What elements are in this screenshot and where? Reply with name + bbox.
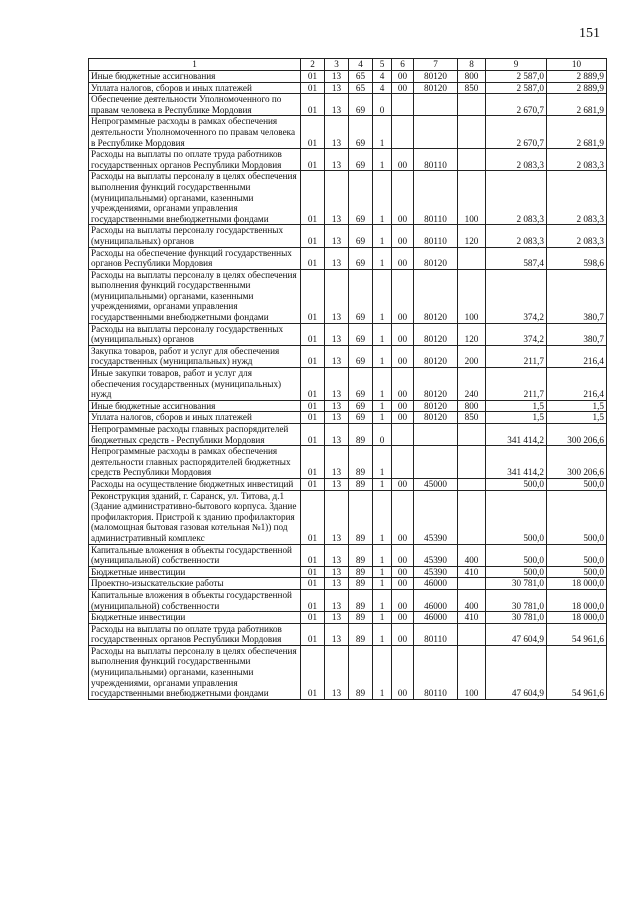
- row-name-cell: Иные бюджетные ассигнования: [89, 71, 301, 83]
- amount-year1-cell: 1,5: [486, 400, 547, 412]
- expense-type-cell: 850: [458, 412, 486, 424]
- direction-cell: 80110: [414, 623, 458, 645]
- subprogram-cell: 1: [373, 412, 392, 424]
- table-row: [89, 345, 607, 367]
- direction-cell: 80120: [414, 368, 458, 401]
- subprogram-cell: 1: [373, 578, 392, 590]
- section-cell: 01: [301, 589, 325, 611]
- amount-year1-cell: 2 670,7: [486, 116, 547, 149]
- subsection-cell: 13: [325, 623, 349, 645]
- program-cell: 89: [349, 645, 373, 699]
- amount-year1-cell: 30 781,0: [486, 578, 547, 590]
- subsection-cell: 13: [325, 478, 349, 490]
- event-cell: 00: [392, 71, 414, 83]
- table-row: [89, 490, 607, 544]
- amount-year2-cell: 300 206,6: [547, 424, 607, 446]
- expense-type-cell: 120: [458, 225, 486, 247]
- subprogram-cell: 1: [373, 400, 392, 412]
- column-header: 9: [486, 59, 547, 71]
- direction-cell: [414, 116, 458, 149]
- amount-year2-cell: 500,0: [547, 566, 607, 578]
- row-name-cell: Реконструкция зданий, г. Саранск, ул. Титова, д.1 (Здание административно-бытового корпуса. Здание профилактория. Пристрой к зданию профилактория (маломощная бытовая газовая котельная №1)) под административный комплекс: [89, 490, 301, 544]
- event-cell: 00: [392, 400, 414, 412]
- subsection-cell: 13: [325, 225, 349, 247]
- column-header: 1: [89, 59, 301, 71]
- expense-type-cell: 240: [458, 368, 486, 401]
- subprogram-cell: 1: [373, 544, 392, 566]
- subsection-cell: 13: [325, 446, 349, 479]
- expense-type-cell: [458, 94, 486, 116]
- section-cell: 01: [301, 645, 325, 699]
- table-row: [89, 71, 607, 83]
- subprogram-cell: 1: [373, 645, 392, 699]
- amount-year2-cell: 2 889,9: [547, 82, 607, 94]
- amount-year2-cell: 2 889,9: [547, 71, 607, 83]
- amount-year1-cell: 47 604,9: [486, 645, 547, 699]
- amount-year1-cell: 341 414,2: [486, 446, 547, 479]
- row-name-cell: Непрограммные расходы главных распорядителей бюджетных средств - Республики Мордовия: [89, 424, 301, 446]
- amount-year1-cell: 30 781,0: [486, 612, 547, 624]
- event-cell: 00: [392, 225, 414, 247]
- event-cell: 00: [392, 412, 414, 424]
- table-row: [89, 623, 607, 645]
- table-row: [89, 149, 607, 171]
- event-cell: 00: [392, 345, 414, 367]
- event-cell: 00: [392, 589, 414, 611]
- direction-cell: 80110: [414, 149, 458, 171]
- amount-year1-cell: 374,2: [486, 269, 547, 323]
- table-row: [89, 478, 607, 490]
- subsection-cell: 13: [325, 490, 349, 544]
- amount-year2-cell: 18 000,0: [547, 589, 607, 611]
- event-cell: 00: [392, 623, 414, 645]
- subsection-cell: 13: [325, 412, 349, 424]
- amount-year1-cell: 1,5: [486, 412, 547, 424]
- subsection-cell: 13: [325, 171, 349, 225]
- section-cell: 01: [301, 116, 325, 149]
- direction-cell: 45000: [414, 478, 458, 490]
- row-name-cell: Проектно-изыскательские работы: [89, 578, 301, 590]
- amount-year2-cell: 216,4: [547, 368, 607, 401]
- program-cell: 69: [349, 149, 373, 171]
- program-cell: 89: [349, 478, 373, 490]
- section-cell: 01: [301, 247, 325, 269]
- expense-type-cell: [458, 478, 486, 490]
- amount-year2-cell: 216,4: [547, 345, 607, 367]
- expense-type-cell: 410: [458, 566, 486, 578]
- section-cell: 01: [301, 368, 325, 401]
- amount-year2-cell: 2 681,9: [547, 94, 607, 116]
- amount-year2-cell: 1,5: [547, 412, 607, 424]
- direction-cell: 80120: [414, 247, 458, 269]
- row-name-cell: Иные закупки товаров, работ и услуг для обеспечения государственных (муниципальных) нужд: [89, 368, 301, 401]
- event-cell: 00: [392, 645, 414, 699]
- subsection-cell: 13: [325, 612, 349, 624]
- column-header: 2: [301, 59, 325, 71]
- expense-type-cell: [458, 149, 486, 171]
- event-cell: 00: [392, 171, 414, 225]
- row-name-cell: Уплата налогов, сборов и иных платежей: [89, 412, 301, 424]
- direction-cell: 46000: [414, 612, 458, 624]
- row-name-cell: Расходы на выплаты персоналу государственных (муниципальных) органов: [89, 225, 301, 247]
- direction-cell: 80120: [414, 400, 458, 412]
- expense-type-cell: 100: [458, 269, 486, 323]
- expense-type-cell: [458, 247, 486, 269]
- program-cell: 89: [349, 544, 373, 566]
- expense-type-cell: 200: [458, 345, 486, 367]
- amount-year2-cell: 500,0: [547, 490, 607, 544]
- program-cell: 69: [349, 345, 373, 367]
- amount-year2-cell: 2 083,3: [547, 225, 607, 247]
- section-cell: 01: [301, 94, 325, 116]
- subsection-cell: 13: [325, 566, 349, 578]
- event-cell: 00: [392, 323, 414, 345]
- direction-cell: 80110: [414, 645, 458, 699]
- expense-type-cell: 850: [458, 82, 486, 94]
- expense-type-cell: 800: [458, 400, 486, 412]
- amount-year1-cell: 374,2: [486, 323, 547, 345]
- direction-cell: 80110: [414, 171, 458, 225]
- section-cell: 01: [301, 623, 325, 645]
- row-name-cell: Расходы на обеспечение функций государственных органов Республики Мордовия: [89, 247, 301, 269]
- section-cell: 01: [301, 612, 325, 624]
- subprogram-cell: 1: [373, 589, 392, 611]
- row-name-cell: Иные бюджетные ассигнования: [89, 400, 301, 412]
- direction-cell: 45390: [414, 490, 458, 544]
- subprogram-cell: 4: [373, 82, 392, 94]
- amount-year2-cell: 500,0: [547, 478, 607, 490]
- direction-cell: 80120: [414, 412, 458, 424]
- section-cell: 01: [301, 323, 325, 345]
- section-cell: 01: [301, 71, 325, 83]
- amount-year1-cell: 2 083,3: [486, 171, 547, 225]
- program-cell: 89: [349, 566, 373, 578]
- subprogram-cell: 1: [373, 269, 392, 323]
- subprogram-cell: 1: [373, 368, 392, 401]
- direction-cell: 80120: [414, 269, 458, 323]
- event-cell: [392, 94, 414, 116]
- direction-cell: [414, 424, 458, 446]
- expense-type-cell: 400: [458, 544, 486, 566]
- column-header: 10: [547, 59, 607, 71]
- program-cell: 69: [349, 225, 373, 247]
- subprogram-cell: 1: [373, 171, 392, 225]
- amount-year1-cell: 500,0: [486, 490, 547, 544]
- subsection-cell: 13: [325, 94, 349, 116]
- direction-cell: 80120: [414, 71, 458, 83]
- row-name-cell: Бюджетные инвестиции: [89, 566, 301, 578]
- section-cell: 01: [301, 544, 325, 566]
- program-cell: 69: [349, 94, 373, 116]
- row-name-cell: Расходы на выплаты персоналу в целях обеспечения выполнения функций государственными (муниципальными) органами, казенными учреждениями, органами управления государственными внебюджетными фондами: [89, 645, 301, 699]
- direction-cell: 45390: [414, 566, 458, 578]
- row-name-cell: Расходы на выплаты персоналу государственных (муниципальных) органов: [89, 323, 301, 345]
- subprogram-cell: 1: [373, 446, 392, 479]
- expense-type-cell: [458, 116, 486, 149]
- event-cell: 00: [392, 544, 414, 566]
- amount-year2-cell: 500,0: [547, 544, 607, 566]
- section-cell: 01: [301, 225, 325, 247]
- row-name-cell: Расходы на выплаты персоналу в целях обеспечения выполнения функций государственными (муниципальными) органами, казенными учреждениями, органами управления государственными внебюджетными фондами: [89, 171, 301, 225]
- subprogram-cell: 1: [373, 566, 392, 578]
- expense-type-cell: 100: [458, 171, 486, 225]
- event-cell: 00: [392, 490, 414, 544]
- program-cell: 65: [349, 82, 373, 94]
- direction-cell: 80120: [414, 82, 458, 94]
- column-header: 8: [458, 59, 486, 71]
- section-cell: 01: [301, 424, 325, 446]
- program-cell: 65: [349, 71, 373, 83]
- row-name-cell: Закупка товаров, работ и услуг для обеспечения государственных (муниципальных) нужд: [89, 345, 301, 367]
- program-cell: 89: [349, 589, 373, 611]
- table-row: [89, 247, 607, 269]
- expense-type-cell: 120: [458, 323, 486, 345]
- amount-year2-cell: 54 961,6: [547, 623, 607, 645]
- direction-cell: 45390: [414, 544, 458, 566]
- subprogram-cell: 1: [373, 623, 392, 645]
- program-cell: 89: [349, 446, 373, 479]
- subprogram-cell: 1: [373, 225, 392, 247]
- expense-type-cell: [458, 623, 486, 645]
- section-cell: 01: [301, 566, 325, 578]
- event-cell: 00: [392, 368, 414, 401]
- subsection-cell: 13: [325, 544, 349, 566]
- subsection-cell: 13: [325, 578, 349, 590]
- table-row: [89, 612, 607, 624]
- section-cell: 01: [301, 82, 325, 94]
- amount-year1-cell: 500,0: [486, 478, 547, 490]
- table-row: [89, 116, 607, 149]
- amount-year2-cell: 2 083,3: [547, 171, 607, 225]
- event-cell: 00: [392, 269, 414, 323]
- row-name-cell: Капитальные вложения в объекты государственной (муниципальной) собственности: [89, 589, 301, 611]
- program-cell: 69: [349, 269, 373, 323]
- row-name-cell: Уплата налогов, сборов и иных платежей: [89, 82, 301, 94]
- direction-cell: 46000: [414, 578, 458, 590]
- section-cell: 01: [301, 490, 325, 544]
- amount-year1-cell: 2 083,3: [486, 149, 547, 171]
- amount-year1-cell: 500,0: [486, 566, 547, 578]
- subsection-cell: 13: [325, 269, 349, 323]
- amount-year1-cell: 587,4: [486, 247, 547, 269]
- section-cell: 01: [301, 345, 325, 367]
- column-header: 7: [414, 59, 458, 71]
- expense-type-cell: 400: [458, 589, 486, 611]
- program-cell: 69: [349, 412, 373, 424]
- subsection-cell: 13: [325, 323, 349, 345]
- table-row: [89, 446, 607, 479]
- subprogram-cell: 1: [373, 612, 392, 624]
- row-name-cell: Расходы на выплаты по оплате труда работников государственных органов Республики Мордовия: [89, 623, 301, 645]
- direction-cell: 46000: [414, 589, 458, 611]
- row-name-cell: Непрограммные расходы в рамках обеспечения деятельности Уполномоченного по правам человека в Республике Мордовия: [89, 116, 301, 149]
- table-row: [89, 566, 607, 578]
- section-cell: 01: [301, 478, 325, 490]
- expense-type-cell: [458, 446, 486, 479]
- direction-cell: [414, 446, 458, 479]
- direction-cell: [414, 94, 458, 116]
- table-row: [89, 424, 607, 446]
- amount-year1-cell: 341 414,2: [486, 424, 547, 446]
- table-row: [89, 645, 607, 699]
- event-cell: 00: [392, 82, 414, 94]
- section-cell: 01: [301, 578, 325, 590]
- amount-year2-cell: 18 000,0: [547, 578, 607, 590]
- amount-year1-cell: 2 670,7: [486, 94, 547, 116]
- subsection-cell: 13: [325, 116, 349, 149]
- amount-year1-cell: 2 587,0: [486, 71, 547, 83]
- amount-year2-cell: 1,5: [547, 400, 607, 412]
- direction-cell: 80120: [414, 323, 458, 345]
- amount-year1-cell: 211,7: [486, 345, 547, 367]
- table-row: [89, 368, 607, 401]
- expense-type-cell: 800: [458, 71, 486, 83]
- column-header: 6: [392, 59, 414, 71]
- program-cell: 89: [349, 578, 373, 590]
- amount-year1-cell: 211,7: [486, 368, 547, 401]
- column-header: 5: [373, 59, 392, 71]
- amount-year2-cell: 380,7: [547, 323, 607, 345]
- amount-year2-cell: 598,6: [547, 247, 607, 269]
- program-cell: 89: [349, 612, 373, 624]
- subprogram-cell: 1: [373, 149, 392, 171]
- table-row: [89, 544, 607, 566]
- program-cell: 69: [349, 323, 373, 345]
- table-header-row: [89, 59, 607, 71]
- subsection-cell: 13: [325, 400, 349, 412]
- subprogram-cell: 0: [373, 94, 392, 116]
- row-name-cell: Капитальные вложения в объекты государственной (муниципальной) собственности: [89, 544, 301, 566]
- section-cell: 01: [301, 149, 325, 171]
- event-cell: [392, 116, 414, 149]
- row-name-cell: Расходы на выплаты по оплате труда работников государственных органов Республики Мордовия: [89, 149, 301, 171]
- subprogram-cell: 1: [373, 116, 392, 149]
- row-name-cell: Бюджетные инвестиции: [89, 612, 301, 624]
- section-cell: 01: [301, 269, 325, 323]
- event-cell: 00: [392, 566, 414, 578]
- subsection-cell: 13: [325, 82, 349, 94]
- event-cell: 00: [392, 578, 414, 590]
- amount-year1-cell: 2 083,3: [486, 225, 547, 247]
- program-cell: 69: [349, 247, 373, 269]
- subprogram-cell: 1: [373, 345, 392, 367]
- section-cell: 01: [301, 171, 325, 225]
- table-row: [89, 82, 607, 94]
- subprogram-cell: 1: [373, 478, 392, 490]
- amount-year2-cell: 2 083,3: [547, 149, 607, 171]
- amount-year1-cell: 2 587,0: [486, 82, 547, 94]
- program-cell: 89: [349, 623, 373, 645]
- subprogram-cell: 1: [373, 490, 392, 544]
- event-cell: 00: [392, 247, 414, 269]
- section-cell: 01: [301, 400, 325, 412]
- table-row: [89, 578, 607, 590]
- subprogram-cell: 1: [373, 247, 392, 269]
- amount-year2-cell: 2 681,9: [547, 116, 607, 149]
- row-name-cell: Расходы на осуществление бюджетных инвестиций: [89, 478, 301, 490]
- expense-type-cell: [458, 424, 486, 446]
- page-number: 151: [579, 26, 600, 41]
- expense-type-cell: [458, 578, 486, 590]
- subprogram-cell: 0: [373, 424, 392, 446]
- program-cell: 89: [349, 424, 373, 446]
- section-cell: 01: [301, 412, 325, 424]
- direction-cell: 80110: [414, 225, 458, 247]
- amount-year1-cell: 47 604,9: [486, 623, 547, 645]
- subsection-cell: 13: [325, 345, 349, 367]
- table-row: [89, 171, 607, 225]
- program-cell: 69: [349, 368, 373, 401]
- table-row: [89, 94, 607, 116]
- section-cell: 01: [301, 446, 325, 479]
- amount-year2-cell: 300 206,6: [547, 446, 607, 479]
- event-cell: 00: [392, 612, 414, 624]
- amount-year2-cell: 18 000,0: [547, 612, 607, 624]
- subsection-cell: 13: [325, 368, 349, 401]
- row-name-cell: Расходы на выплаты персоналу в целях обеспечения выполнения функций государственными (муниципальными) органами, казенными учреждениями, органами управления государственными внебюджетными фондами: [89, 269, 301, 323]
- program-cell: 69: [349, 116, 373, 149]
- direction-cell: 80120: [414, 345, 458, 367]
- column-header: 3: [325, 59, 349, 71]
- event-cell: 00: [392, 149, 414, 171]
- amount-year1-cell: 500,0: [486, 544, 547, 566]
- expense-type-cell: 410: [458, 612, 486, 624]
- table-row: [89, 412, 607, 424]
- table-row: [89, 323, 607, 345]
- row-name-cell: Непрограммные расходы в рамках обеспечения деятельности главных распорядителей бюджетных средств Республики Мордовия: [89, 446, 301, 479]
- program-cell: 89: [349, 490, 373, 544]
- amount-year1-cell: 30 781,0: [486, 589, 547, 611]
- event-cell: [392, 424, 414, 446]
- subprogram-cell: 4: [373, 71, 392, 83]
- subsection-cell: 13: [325, 424, 349, 446]
- row-name-cell: Обеспечение деятельности Уполномоченного по правам человека в Республике Мордовия: [89, 94, 301, 116]
- program-cell: 69: [349, 400, 373, 412]
- table-row: [89, 589, 607, 611]
- column-header: 4: [349, 59, 373, 71]
- subsection-cell: 13: [325, 645, 349, 699]
- subsection-cell: 13: [325, 589, 349, 611]
- expense-type-cell: 100: [458, 645, 486, 699]
- table-body: [89, 59, 607, 700]
- subsection-cell: 13: [325, 247, 349, 269]
- expense-type-cell: [458, 490, 486, 544]
- amount-year2-cell: 54 961,6: [547, 645, 607, 699]
- table-row: [89, 400, 607, 412]
- budget-table: [88, 58, 607, 700]
- program-cell: 69: [349, 171, 373, 225]
- subprogram-cell: 1: [373, 323, 392, 345]
- amount-year2-cell: 380,7: [547, 269, 607, 323]
- event-cell: 00: [392, 478, 414, 490]
- table-row: [89, 225, 607, 247]
- event-cell: [392, 446, 414, 479]
- subsection-cell: 13: [325, 71, 349, 83]
- table-row: [89, 269, 607, 323]
- subsection-cell: 13: [325, 149, 349, 171]
